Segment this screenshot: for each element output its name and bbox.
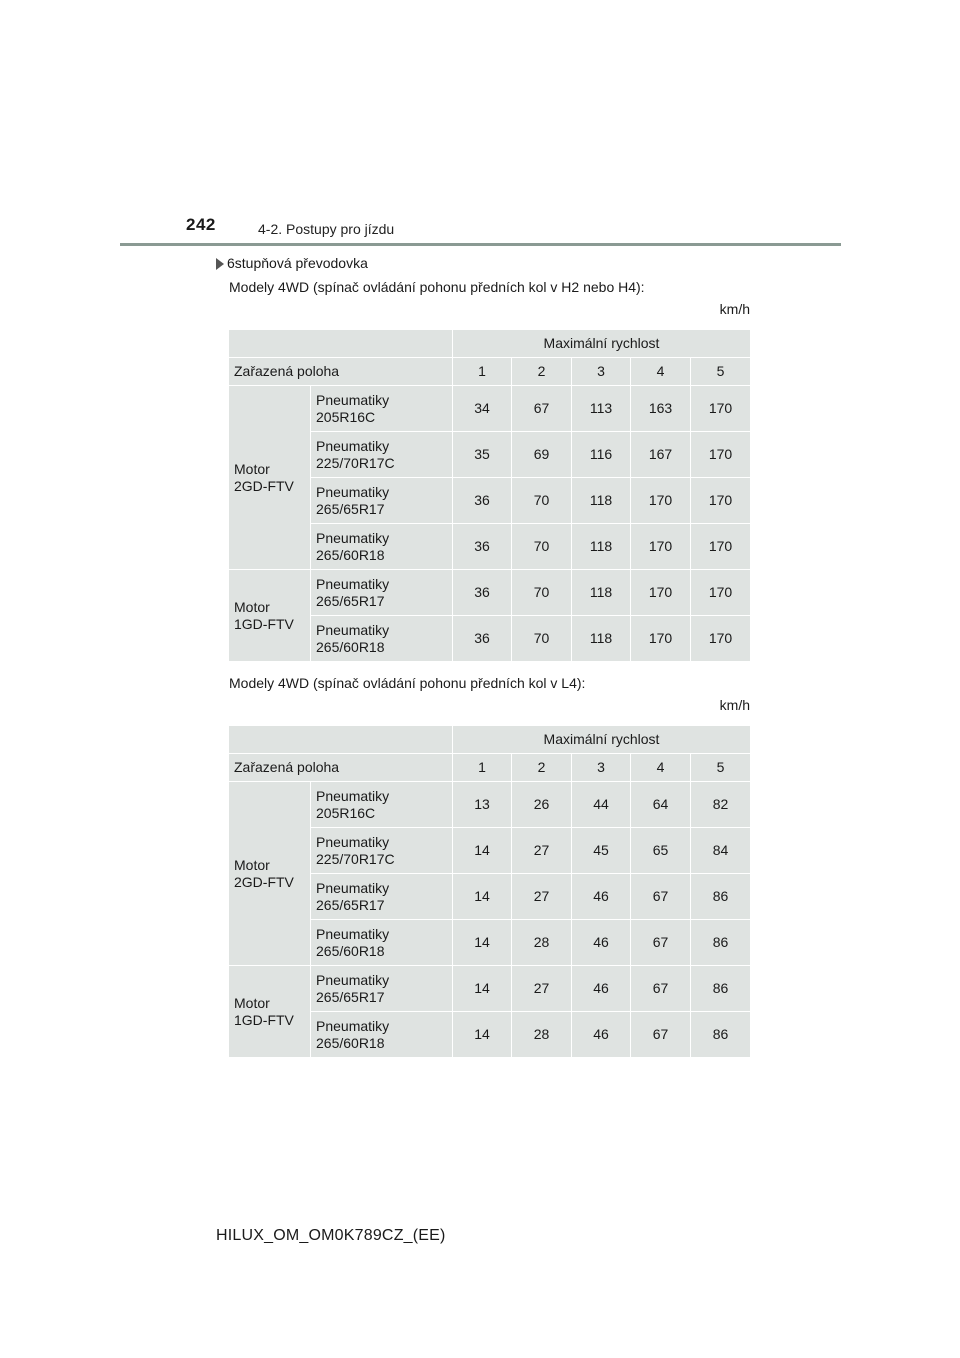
gear-number: 5 [691,358,751,386]
speed-value: 86 [691,920,751,966]
gear-number: 4 [631,754,691,782]
gear-number: 5 [691,754,751,782]
speed-value: 26 [512,782,572,828]
page-number: 242 [186,215,216,234]
gear-number: 3 [572,754,631,782]
speed-value: 46 [572,966,631,1012]
speed-value: 118 [572,524,631,570]
speed-value: 28 [512,920,572,966]
tire-cell: Pneumatiky 205R16C [311,386,453,432]
speed-value: 14 [453,920,512,966]
speed-value: 44 [572,782,631,828]
speed-value: 167 [631,432,691,478]
table-header-row [229,726,751,754]
speed-value: 86 [691,874,751,920]
speed-value: 69 [512,432,572,478]
table-row [229,782,751,828]
speed-value: 70 [512,524,572,570]
tire-cell: Pneumatiky 225/70R17C [311,828,453,874]
document-footer: HILUX_OM_OM0K789CZ_(EE) [216,1227,446,1244]
speed-value: 46 [572,874,631,920]
speed-value: 118 [572,478,631,524]
speed-value: 170 [691,616,751,662]
speed-value: 27 [512,874,572,920]
tire-cell: Pneumatiky 265/65R17 [311,966,453,1012]
speed-value: 170 [691,386,751,432]
speed-value: 67 [631,920,691,966]
table-row [229,570,751,616]
speed-value: 170 [631,616,691,662]
speed-value: 14 [453,1012,512,1058]
speed-value: 67 [631,874,691,920]
speed-value: 70 [512,478,572,524]
speed-value: 84 [691,828,751,874]
speed-value: 86 [691,966,751,1012]
speed-value: 65 [631,828,691,874]
tire-cell: Pneumatiky 205R16C [311,782,453,828]
speed-value: 118 [572,616,631,662]
triangle-bullet-icon [216,258,224,270]
speed-value: 170 [691,524,751,570]
gear-number: 2 [512,754,572,782]
motor-cell: Motor 1GD-FTV [229,570,311,662]
tire-cell: Pneumatiky 265/60R18 [311,616,453,662]
speed-value: 67 [512,386,572,432]
speed-value: 46 [572,920,631,966]
tire-cell: Pneumatiky 265/65R17 [311,478,453,524]
speed-value: 13 [453,782,512,828]
speed-value: 36 [453,478,512,524]
header-blank-cell [229,330,453,358]
max-speed-header: Maximální rychlost [453,330,751,358]
table-1-caption: Modely 4WD (spínač ovládání pohonu předních kol v H2 nebo H4): [229,279,645,295]
speed-value: 67 [631,966,691,1012]
gear-header-row [229,358,751,386]
tire-cell: Pneumatiky 265/60R18 [311,920,453,966]
max-speed-header: Maximální rychlost [453,726,751,754]
table-2-caption: Modely 4WD (spínač ovládání pohonu předních kol v L4): [229,675,586,691]
motor-cell: Motor 2GD-FTV [229,386,311,570]
table-row [229,966,751,1012]
motor-cell: Motor 1GD-FTV [229,966,311,1058]
motor-cell: Motor 2GD-FTV [229,782,311,966]
gear-position-label: Zařazená poloha [229,754,453,782]
speed-value: 113 [572,386,631,432]
gear-number: 4 [631,358,691,386]
gear-position-label: Zařazená poloha [229,358,453,386]
speed-value: 34 [453,386,512,432]
tire-cell: Pneumatiky 225/70R17C [311,432,453,478]
speed-value: 170 [691,570,751,616]
speed-value: 27 [512,828,572,874]
tire-cell: Pneumatiky 265/65R17 [311,874,453,920]
speed-value: 35 [453,432,512,478]
speed-value: 118 [572,570,631,616]
gear-number: 1 [453,358,512,386]
tire-cell: Pneumatiky 265/65R17 [311,570,453,616]
gear-number: 1 [453,754,512,782]
gear-header-row [229,754,751,782]
speed-value: 86 [691,1012,751,1058]
table-row [229,386,751,432]
speed-value: 170 [631,478,691,524]
subheading-text: 6stupňová převodovka [227,255,368,271]
speed-value: 45 [572,828,631,874]
speed-value: 70 [512,570,572,616]
max-speed-table [228,725,751,1058]
speed-value: 170 [631,570,691,616]
speed-value: 170 [631,524,691,570]
section-title: 4-2. Postupy pro jízdu [258,221,395,237]
speed-value: 64 [631,782,691,828]
speed-value: 170 [691,432,751,478]
speed-value: 170 [691,478,751,524]
gear-number: 3 [572,358,631,386]
speed-value: 67 [631,1012,691,1058]
speed-value: 36 [453,524,512,570]
table-1-unit: km/h [719,301,750,317]
speed-value: 14 [453,874,512,920]
subheading [216,255,368,271]
speed-value: 14 [453,828,512,874]
speed-value: 163 [631,386,691,432]
speed-value: 116 [572,432,631,478]
max-speed-table [228,329,751,662]
speed-value: 36 [453,570,512,616]
table-header-row [229,330,751,358]
table-2-unit: km/h [719,697,750,713]
speed-value: 46 [572,1012,631,1058]
speed-value: 28 [512,1012,572,1058]
gear-number: 2 [512,358,572,386]
header-blank-cell [229,726,453,754]
tire-cell: Pneumatiky 265/60R18 [311,1012,453,1058]
speed-value: 14 [453,966,512,1012]
speed-value: 70 [512,616,572,662]
speed-value: 27 [512,966,572,1012]
speed-value: 82 [691,782,751,828]
header-divider [120,243,841,246]
tire-cell: Pneumatiky 265/60R18 [311,524,453,570]
speed-value: 36 [453,616,512,662]
